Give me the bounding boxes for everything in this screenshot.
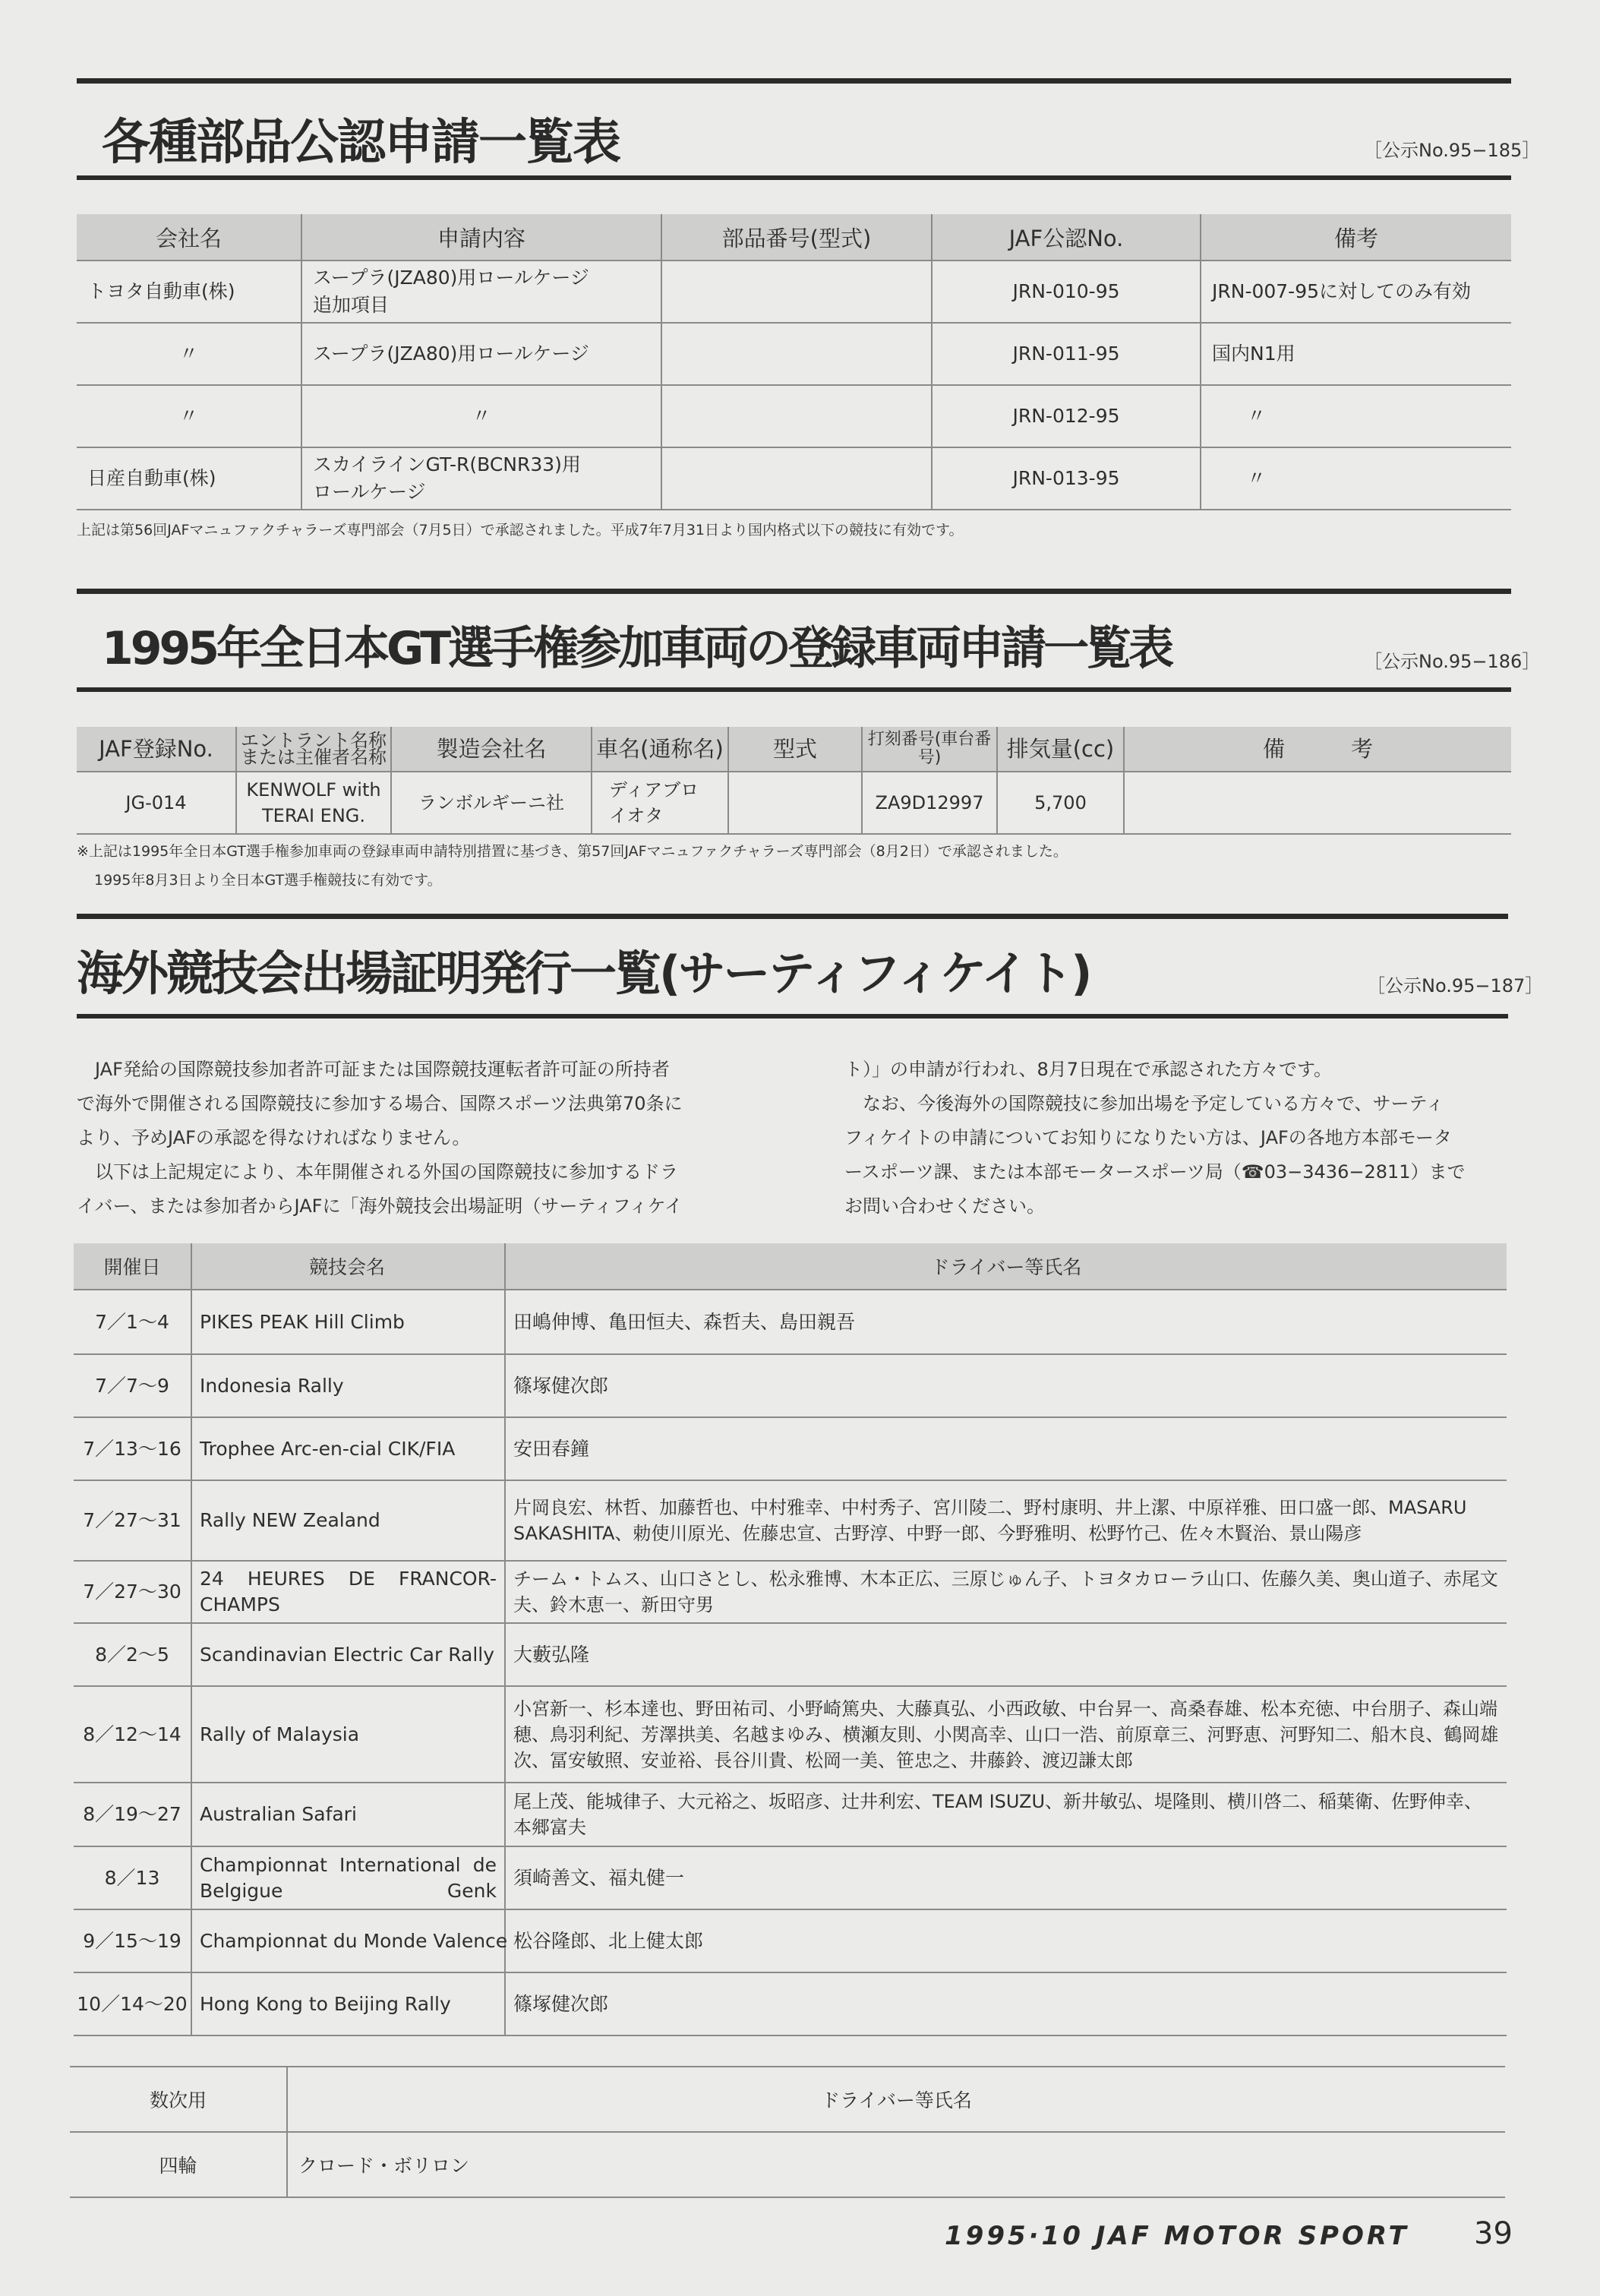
intro-left-column <box>77 1053 753 1224</box>
intro-left-line: で海外で開催される国際競技に参加する場合、国際スポーツ法典第70条に <box>77 1093 683 1114</box>
application-cell: スカイラインGT-R(BCNR33)用 ロールケージ <box>301 447 661 510</box>
header-remarks: 備考 <box>1201 214 1511 261</box>
header-serial: 打刻番号(車台番号) <box>862 727 997 772</box>
event-name: Hong Kong to Beijing Rally <box>191 1972 505 2035</box>
table-row <box>74 1354 1507 1417</box>
header-entrant <box>236 727 391 772</box>
part-number-cell <box>661 323 932 385</box>
table-row <box>77 323 1511 385</box>
section2-note-line1: ※上記は1995年全日本GT選手権参加車両の登録車両申請特別措置に基づき、第57回JAFマニュファクチャラーズ専門部会（8月2日）で承認されました。 <box>77 843 1068 860</box>
remarks-cell: 国内N1用 <box>1201 323 1511 385</box>
event-date: 7／1〜4 <box>74 1290 191 1354</box>
section1-top-rule <box>77 78 1511 84</box>
driver-cell: クロード・ボリロン <box>287 2132 1505 2197</box>
entrant-line1: KENWOLF with <box>246 779 381 801</box>
intro-right-line: フィケイトの申請についてお知りになりたい方は、JAFの各地方本部モータ <box>844 1127 1452 1148</box>
table-row <box>74 1290 1507 1354</box>
event-name: Trophee Arc-en-cial CIK/FIA <box>191 1417 505 1480</box>
section2-notice: ［公示No.95−186］ <box>1364 651 1541 672</box>
table-row <box>74 1480 1507 1561</box>
intro-right-line: なお、今後海外の国際競技に参加出場を予定している方々で、サーティ <box>863 1093 1444 1114</box>
event-drivers: 篠塚健次郎 <box>505 1972 1507 2035</box>
model-cell <box>728 772 862 834</box>
table-row <box>74 1623 1507 1686</box>
serial-cell: ZA9D12997 <box>862 772 997 834</box>
section2-top-rule <box>77 589 1511 594</box>
header-model: 型式 <box>728 727 862 772</box>
certificate-events-table <box>74 1243 1507 2036</box>
header-event: 競技会名 <box>191 1243 505 1290</box>
table-row <box>70 2132 1505 2197</box>
header-maker: 製造会社名 <box>391 727 592 772</box>
header-part-number: 部品番号(型式) <box>661 214 932 261</box>
event-name: Indonesia Rally <box>191 1354 505 1417</box>
table-header-row <box>74 1243 1507 1290</box>
table-row <box>77 385 1511 447</box>
intro-left-line: 以下は上記規定により、本年開催される外国の国際競技に参加するドラ <box>95 1161 678 1183</box>
event-drivers: 安田春鐘 <box>505 1417 1507 1480</box>
header-date: 開催日 <box>74 1243 191 1290</box>
section1-note: 上記は第56回JAFマニュファクチャラーズ専門部会（7月5日）で承認されました。平成7年7月31日より国内格式以下の競技に有効です。 <box>77 522 964 538</box>
entrant-cell <box>236 772 391 834</box>
category-cell: 四輪 <box>70 2132 287 2197</box>
table-row <box>74 1417 1507 1480</box>
intro-left-line: JAF発給の国際競技参加者許可証または国際競技運転者許可証の所持者 <box>95 1059 670 1080</box>
intro-right-column <box>844 1053 1513 1224</box>
table-row <box>77 772 1511 834</box>
company-cell: 〃 <box>77 323 301 385</box>
section2-note-line2: 1995年8月3日より全日本GT選手権競技に有効です。 <box>94 872 442 889</box>
event-date: 8／12〜14 <box>74 1686 191 1783</box>
header-drivers: ドライバー等氏名 <box>287 2067 1505 2132</box>
remarks-cell: JRN-007-95に対してのみ有効 <box>1201 261 1511 323</box>
table-row <box>74 1972 1507 2035</box>
event-date: 8／2〜5 <box>74 1623 191 1686</box>
header-drivers: ドライバー等氏名 <box>505 1243 1507 1290</box>
section1-title: 各種部品公認申請一覧表 <box>102 115 620 171</box>
table-row <box>74 1846 1507 1909</box>
event-date: 7／27〜30 <box>74 1561 191 1623</box>
event-drivers: 篠塚健次郎 <box>505 1354 1507 1417</box>
section1-bottom-rule <box>77 175 1511 180</box>
section1-notice: ［公示No.95−185］ <box>1364 140 1541 161</box>
event-name: Championnat International de Belgigue Genk <box>191 1846 505 1909</box>
intro-left-line: イバー、または参加者からJAFに「海外競技会出場証明（サーティフィケイ <box>77 1195 683 1217</box>
jaf-number-cell: JRN-011-95 <box>932 323 1201 385</box>
jaf-number-cell: JRN-012-95 <box>932 385 1201 447</box>
magazine-footer: 1995·10 JAF MOTOR SPORT <box>945 2221 1409 2251</box>
parts-approval-table <box>77 214 1511 510</box>
header-application: 申請内容 <box>301 214 661 261</box>
header-multi-entry: 数次用 <box>70 2067 287 2132</box>
table-header-row <box>77 214 1511 261</box>
table-row <box>74 1909 1507 1972</box>
table-row <box>74 1783 1507 1846</box>
header-entrant-line1: エントラント名称 <box>241 730 387 751</box>
table-row <box>74 1561 1507 1623</box>
event-drivers: 大藪弘隆 <box>505 1623 1507 1686</box>
table-row <box>77 447 1511 510</box>
application-cell: スープラ(JZA80)用ロールケージ 追加項目 <box>301 261 661 323</box>
event-name: Rally NEW Zealand <box>191 1480 505 1561</box>
event-date: 8／13 <box>74 1846 191 1909</box>
event-date: 7／27〜31 <box>74 1480 191 1561</box>
jaf-number-cell: JRN-013-95 <box>932 447 1201 510</box>
event-drivers: 尾上茂、能城律子、大元裕之、坂昭彦、辻井利宏、TEAM ISUZU、新井敏弘、堤隆則、横川啓二、稲葉衛、佐野伸幸、本郷富夫 <box>505 1783 1507 1846</box>
header-reg-no: JAF登録No. <box>77 727 236 772</box>
section3-top-rule <box>77 914 1508 919</box>
section2-bottom-rule <box>77 687 1511 692</box>
event-date: 9／15〜19 <box>74 1909 191 1972</box>
event-date: 7／7〜9 <box>74 1354 191 1417</box>
event-drivers: 田嶋伸博、亀田恒夫、森哲夫、島田親吾 <box>505 1290 1507 1354</box>
displacement-cell: 5,700 <box>997 772 1124 834</box>
event-date: 7／13〜16 <box>74 1417 191 1480</box>
event-name: Australian Safari <box>191 1783 505 1846</box>
section3-bottom-rule <box>77 1014 1508 1019</box>
remarks-cell <box>1124 772 1511 834</box>
maker-cell: ランボルギーニ社 <box>391 772 592 834</box>
remarks-cell: 〃 <box>1201 447 1511 510</box>
intro-right-line: お問い合わせください。 <box>844 1195 1045 1217</box>
table-header-row <box>70 2067 1505 2132</box>
event-drivers: 片岡良宏、林哲、加藤哲也、中村雅幸、中村秀子、宮川陵二、野村康明、井上潔、中原祥雅、田口盛一郎、MASARU SAKASHITA、勅使川原光、佐藤忠宣、古野淳、中野一郎、今野雅明、松野竹己、佐々木賢治、景山陽彦 <box>505 1480 1507 1561</box>
intro-right-line: ト）」の申請が行われ、8月7日現在で承認された方々です。 <box>844 1059 1333 1080</box>
header-entrant-line2: または主催者名称 <box>241 747 387 768</box>
jaf-number-cell: JRN-010-95 <box>932 261 1201 323</box>
header-displacement: 排気量(cc) <box>997 727 1124 772</box>
car-line2: イオタ <box>609 805 664 826</box>
remarks-cell: 〃 <box>1201 385 1511 447</box>
multi-entry-table <box>70 2067 1505 2198</box>
company-cell: 〃 <box>77 385 301 447</box>
table-row <box>77 261 1511 323</box>
reg-no-cell: JG-014 <box>77 772 236 834</box>
section3-title: 海外競技会出場証明発行一覧(サーティフィケイト) <box>77 946 1090 1001</box>
event-date: 8／19〜27 <box>74 1783 191 1846</box>
event-name: PIKES PEAK Hill Climb <box>191 1290 505 1354</box>
entrant-line2: TERAI ENG. <box>262 805 365 826</box>
event-name: Championnat du Monde Valence <box>191 1909 505 1972</box>
event-drivers: 小宮新一、杉本達也、野田祐司、小野崎篤央、大藤真弘、小西政敏、中台昇一、高桑春雄、松本充徳、中台朋子、森山端穂、鳥羽利紀、芳澤拱美、名越まゆみ、横瀬友則、小関高幸、山口一浩、前原章三、河野恵、河野知二、船木良、鶴岡雄次、冨安敏照、安並裕、長谷川貴、松岡一美、笹忠之、井藤鈴、渡辺謙太郎 <box>505 1686 1507 1783</box>
header-remarks: 備 考 <box>1124 727 1511 772</box>
application-cell: スープラ(JZA80)用ロールケージ <box>301 323 661 385</box>
gt-registration-table <box>77 727 1511 835</box>
header-car-name: 車名(通称名) <box>592 727 728 772</box>
header-jaf-number: JAF公認No. <box>932 214 1201 261</box>
table-header-row <box>77 727 1511 772</box>
company-cell: 日産自動車(株) <box>77 447 301 510</box>
application-cell: 〃 <box>301 385 661 447</box>
intro-right-line: ースポーツ課、または本部モータースポーツ局（☎03−3436−2811）まで <box>844 1161 1466 1183</box>
event-name: 24 HEURES DE FRANCOR-CHAMPS <box>191 1561 505 1623</box>
car-line1: ディアブロ <box>609 779 699 801</box>
section2-title: 1995年全日本GT選手権参加車両の登録車両申請一覧表 <box>102 622 1172 675</box>
table-row <box>74 1686 1507 1783</box>
event-name: Scandinavian Electric Car Rally <box>191 1623 505 1686</box>
page-number: 39 <box>1474 2216 1513 2251</box>
car-name-cell <box>592 772 728 834</box>
company-cell: トヨタ自動車(株) <box>77 261 301 323</box>
event-drivers: 松谷隆郎、北上健太郎 <box>505 1909 1507 1972</box>
event-drivers: 須崎善文、福丸健一 <box>505 1846 1507 1909</box>
part-number-cell <box>661 385 932 447</box>
event-date: 10／14〜20 <box>74 1972 191 2035</box>
intro-left-line: より、予めJAFの承認を得なければなりません。 <box>77 1127 471 1148</box>
event-name: Rally of Malaysia <box>191 1686 505 1783</box>
event-drivers: チーム・トムス、山口さとし、松永雅博、木本正広、三原じゅん子、トヨタカローラ山口、佐藤久美、奥山道子、赤尾文夫、鈴木恵一、新田守男 <box>505 1561 1507 1623</box>
header-company: 会社名 <box>77 214 301 261</box>
part-number-cell <box>661 261 932 323</box>
part-number-cell <box>661 447 932 510</box>
section3-notice: ［公示No.95−187］ <box>1367 975 1544 996</box>
